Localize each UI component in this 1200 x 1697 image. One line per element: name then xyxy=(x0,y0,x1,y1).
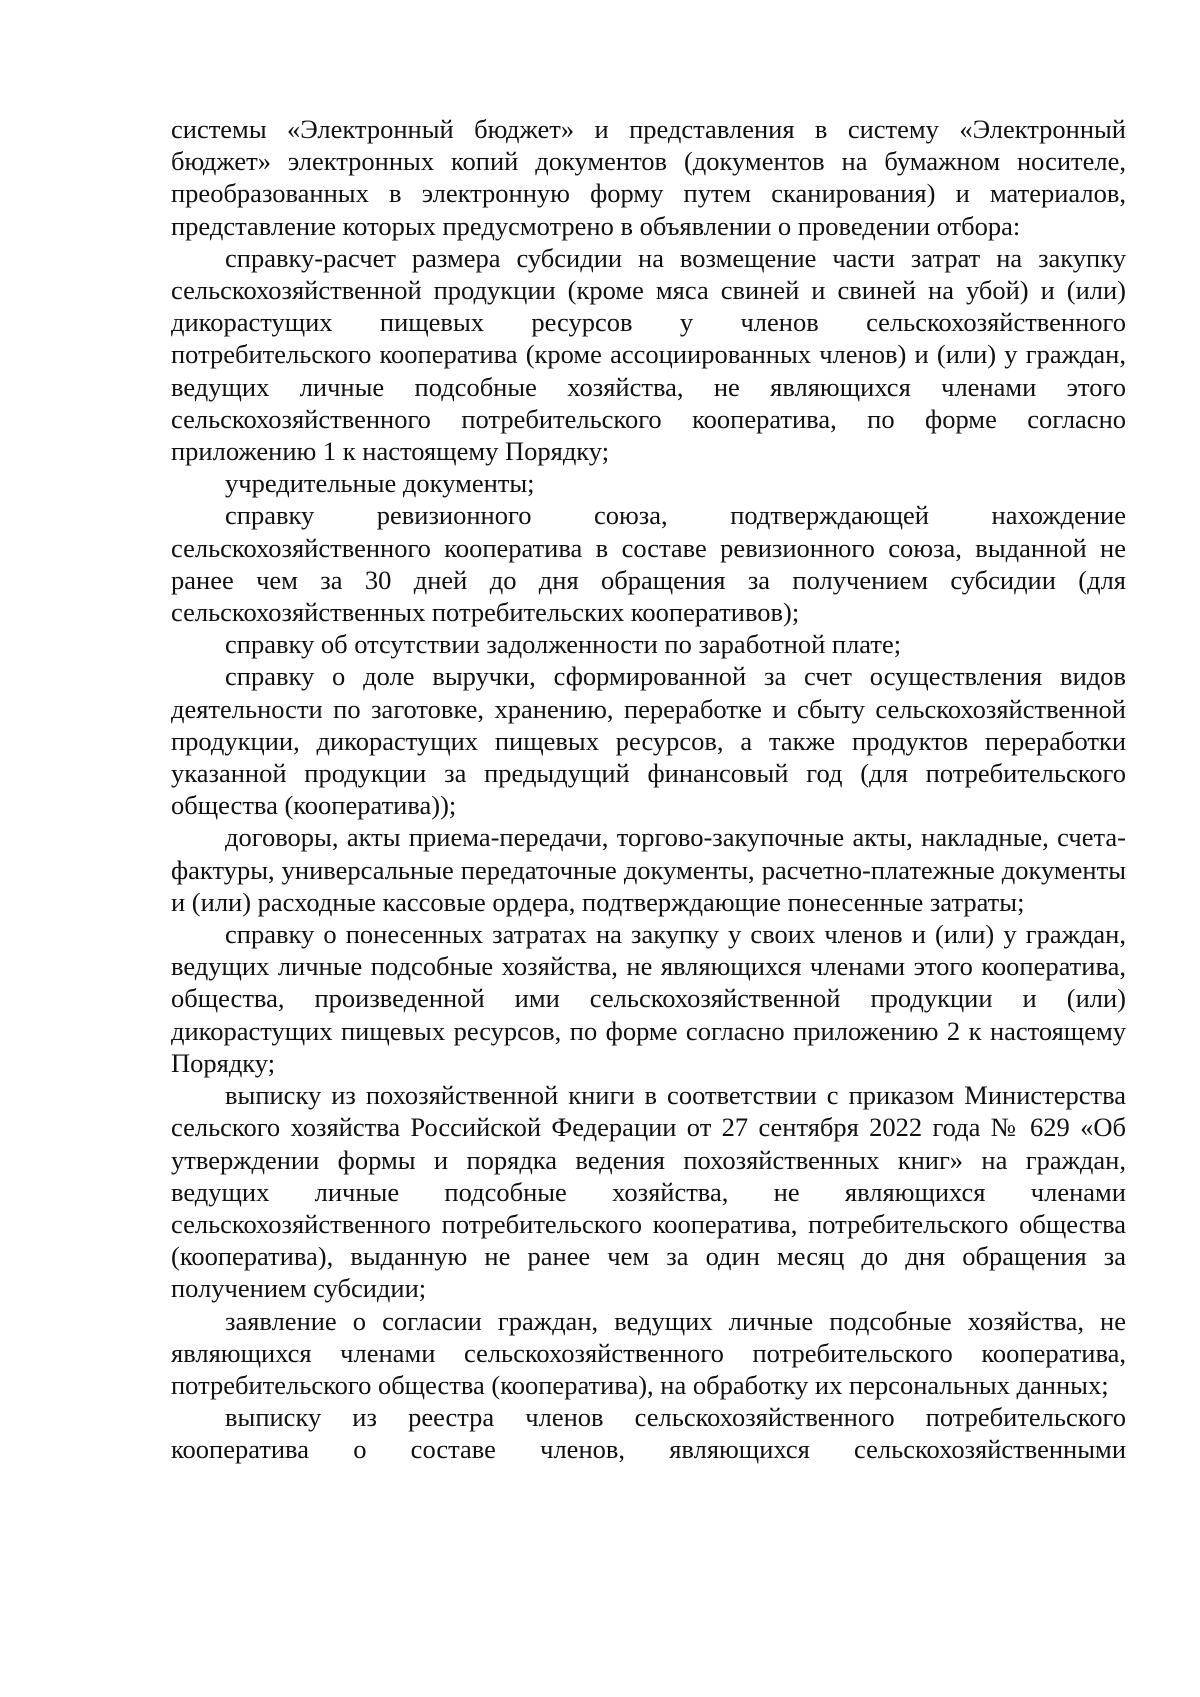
paragraph-founding-documents: учредительные документы; xyxy=(225,468,535,499)
document-page xyxy=(171,113,1126,1466)
paragraph-registry-extract: выписку из реестра членов сельскохозяйственного потребительского кооператива о составе членов, являющихся сельскохозяйственными xyxy=(171,1402,1126,1465)
paragraph-calculation-certificate: справку-расчет размера субсидии на возмещение части затрат на закупку сельскохозяйственной продукции (кроме мяса свиней и свиней на убой) и (или) дикорастущих пищевых ресурсов у членов сельскохозяйственного потребительского кооператива (кроме ассоциированных членов) и (или) у граждан, ведущих личные подсобные хозяйства, не являющихся членами этого сельскохозяйственного потребительского кооператива, по форме согласно приложению 1 к настоящему Порядку; xyxy=(171,242,1126,467)
paragraph-contracts: договоры, акты приема-передачи, торгово-закупочные акты, накладные, счета-фактуры, универсальные передаточные документы, расчетно-платежные документы и (или) расходные кассовые ордера, подтверждающие понесенные затраты; xyxy=(171,822,1126,917)
paragraph-revenue-share: справку о доле выручки, сформированной за счет осуществления видов деятельности по заготовке, хранению, переработке и сбыту сельскохозяйственной продукции, дикорастущих пищевых ресурсов, а также продуктов переработки указанной продукции за предыдущий финансовый год (для потребительского общества (кооператива)); xyxy=(171,661,1126,821)
paragraph-consent-statement: заявление о согласии граждан, ведущих личные подсобные хозяйства, не являющихся членами сельскохозяйственного потребительского кооператива, потребительского общества (кооператива), на обработку их персональных данных; xyxy=(171,1305,1126,1400)
paragraph-no-wage-debt: справку об отсутствии задолженности по заработной плате; xyxy=(225,629,902,660)
paragraph-household-book-extract: выписку из похозяйственной книги в соответствии с приказом Министерства сельского хозяйства Российской Федерации от 27 сентября 2022 года № 629 «Об утверждении формы и порядка ведения похозяйственных книг» на граждан, ведущих личные подсобные хозяйства, не являющихся членами сельскохозяйственного потребительского кооператива, потребительского общества (кооператива), выданную не ранее чем за один месяц до дня обращения за получением субсидии; xyxy=(171,1080,1126,1304)
paragraph-audit-union-certificate: справку ревизионного союза, подтверждающей нахождение сельскохозяйственного кооператива в составе ревизионного союза, выданной не ранее чем за 30 дней до дня обращения за получением субсидии (для сельскохозяйственных потребительских кооперативов); xyxy=(171,500,1126,628)
paragraph-costs-certificate: справку о понесенных затратах на закупку у своих членов и (или) у граждан, ведущих личные подсобные хозяйства, не являющихся членами этого кооператива, общества, произведенной ими сельскохозяйственной продукции и (или) дикорастущих пищевых ресурсов, по форме согласно приложению 2 к настоящему Порядку; xyxy=(171,919,1126,1078)
paragraph-intro: системы «Электронный бюджет» и представления в систему «Электронный бюджет» электронных копий документов (документов на бумажном носителе, преобразованных в электронную форму путем сканирования) и материалов, представление которых предусмотрено в объявлении о проведении отбора: xyxy=(171,114,1126,241)
